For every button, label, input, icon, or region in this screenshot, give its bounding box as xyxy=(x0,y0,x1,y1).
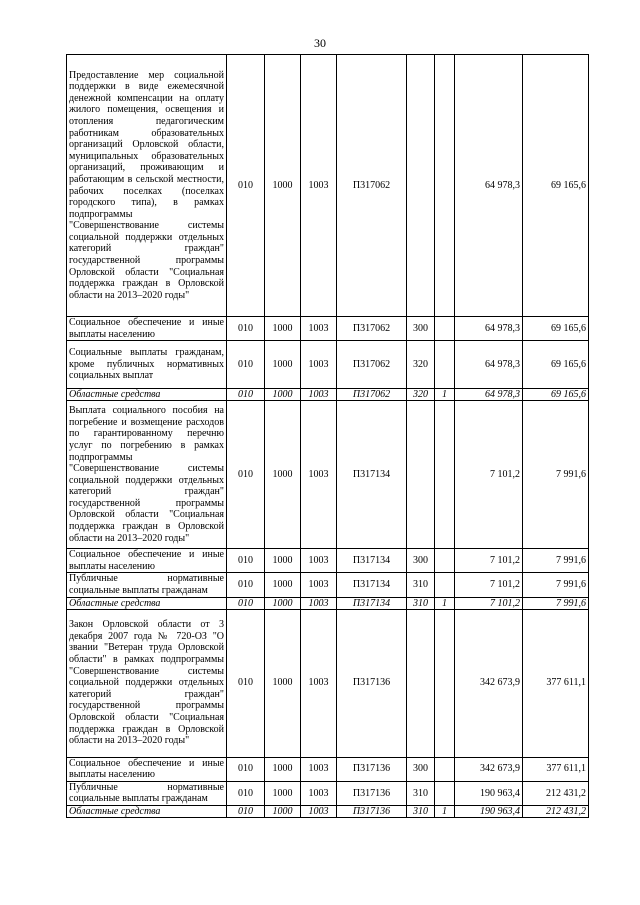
grbs-code: 010 xyxy=(227,389,265,401)
row-description: Областные средства xyxy=(67,805,227,817)
subsection-code: 1003 xyxy=(301,609,337,757)
row-description: Социальное обеспечение и иные выплаты населению xyxy=(67,317,227,341)
grbs-code: 010 xyxy=(227,805,265,817)
section-code: 1000 xyxy=(265,55,301,317)
subsection-code: 1003 xyxy=(301,317,337,341)
source-code xyxy=(435,341,455,389)
amount-1: 64 978,3 xyxy=(455,389,523,401)
subsection-code: 1003 xyxy=(301,389,337,401)
expense-type-code: 310 xyxy=(407,573,435,597)
target-code: П317134 xyxy=(337,401,407,549)
target-code: П317134 xyxy=(337,597,407,609)
amount-1: 64 978,3 xyxy=(455,317,523,341)
amount-1: 190 963,4 xyxy=(455,781,523,805)
amount-1: 7 101,2 xyxy=(455,549,523,573)
table-row xyxy=(67,805,589,817)
target-code: П317062 xyxy=(337,389,407,401)
grbs-code: 010 xyxy=(227,597,265,609)
row-description: Социальное обеспечение и иные выплаты населению xyxy=(67,757,227,781)
target-code: П317062 xyxy=(337,55,407,317)
expense-type-code xyxy=(407,55,435,317)
target-code: П317062 xyxy=(337,341,407,389)
grbs-code: 010 xyxy=(227,549,265,573)
source-code xyxy=(435,401,455,549)
source-code xyxy=(435,781,455,805)
table-row xyxy=(67,317,589,341)
amount-2: 69 165,6 xyxy=(523,55,589,317)
amount-1: 342 673,9 xyxy=(455,609,523,757)
target-code: П317134 xyxy=(337,549,407,573)
amount-2: 69 165,6 xyxy=(523,317,589,341)
table-row xyxy=(67,597,589,609)
row-description: Выплата социального пособия на погребение и возмещение расходов по гарантированному перечню услуг по погребению в рамках подпрограммы "Совершенствование системы социальной поддержки отдельных категорий граждан" государственной программы Орловской области "Социальная поддержка граждан в Орловской области на 2013–2020 годы" xyxy=(67,401,227,549)
target-code: П317136 xyxy=(337,609,407,757)
expense-type-code xyxy=(407,401,435,549)
section-code: 1000 xyxy=(265,341,301,389)
section-code: 1000 xyxy=(265,781,301,805)
section-code: 1000 xyxy=(265,401,301,549)
amount-1: 7 101,2 xyxy=(455,597,523,609)
target-code: П317136 xyxy=(337,805,407,817)
table-row xyxy=(67,341,589,389)
expense-type-code: 320 xyxy=(407,341,435,389)
expense-type-code: 310 xyxy=(407,597,435,609)
table-row xyxy=(67,573,589,597)
amount-1: 7 101,2 xyxy=(455,573,523,597)
target-code: П317062 xyxy=(337,317,407,341)
row-description: Социальное обеспечение и иные выплаты населению xyxy=(67,549,227,573)
grbs-code: 010 xyxy=(227,609,265,757)
target-code: П317134 xyxy=(337,573,407,597)
section-code: 1000 xyxy=(265,549,301,573)
row-description: Закон Орловской области от 3 декабря 2007 года № 720-ОЗ "О звании "Ветеран труда Орловской области" в рамках подпрограммы "Совершенствование системы социальной поддержки отдельных категорий граждан" государственной программы Орловской области "Социальная поддержка граждан в Орловской области на 2013–2020 годы" xyxy=(67,609,227,757)
amount-1: 7 101,2 xyxy=(455,401,523,549)
expense-type-code: 300 xyxy=(407,757,435,781)
subsection-code: 1003 xyxy=(301,401,337,549)
amount-2: 7 991,6 xyxy=(523,549,589,573)
grbs-code: 010 xyxy=(227,55,265,317)
table-row xyxy=(67,757,589,781)
source-code xyxy=(435,609,455,757)
section-code: 1000 xyxy=(265,389,301,401)
expense-type-code xyxy=(407,609,435,757)
grbs-code: 010 xyxy=(227,341,265,389)
expense-type-code: 320 xyxy=(407,389,435,401)
amount-2: 69 165,6 xyxy=(523,341,589,389)
table-row xyxy=(67,389,589,401)
source-code xyxy=(435,573,455,597)
section-code: 1000 xyxy=(265,597,301,609)
section-code: 1000 xyxy=(265,609,301,757)
budget-table xyxy=(66,54,589,818)
amount-1: 190 963,4 xyxy=(455,805,523,817)
subsection-code: 1003 xyxy=(301,549,337,573)
section-code: 1000 xyxy=(265,317,301,341)
row-description: Областные средства xyxy=(67,597,227,609)
amount-2: 377 611,1 xyxy=(523,609,589,757)
amount-2: 7 991,6 xyxy=(523,401,589,549)
row-description: Областные средства xyxy=(67,389,227,401)
expense-type-code: 300 xyxy=(407,317,435,341)
section-code: 1000 xyxy=(265,573,301,597)
grbs-code: 010 xyxy=(227,317,265,341)
expense-type-code: 300 xyxy=(407,549,435,573)
amount-2: 69 165,6 xyxy=(523,389,589,401)
source-code xyxy=(435,549,455,573)
subsection-code: 1003 xyxy=(301,55,337,317)
expense-type-code: 310 xyxy=(407,781,435,805)
grbs-code: 010 xyxy=(227,401,265,549)
amount-2: 212 431,2 xyxy=(523,805,589,817)
source-code: 1 xyxy=(435,597,455,609)
amount-2: 212 431,2 xyxy=(523,781,589,805)
amount-1: 64 978,3 xyxy=(455,55,523,317)
table-row xyxy=(67,609,589,757)
subsection-code: 1003 xyxy=(301,805,337,817)
subsection-code: 1003 xyxy=(301,781,337,805)
table-row xyxy=(67,55,589,317)
table-row xyxy=(67,549,589,573)
amount-2: 7 991,6 xyxy=(523,573,589,597)
subsection-code: 1003 xyxy=(301,757,337,781)
row-description: Публичные нормативные социальные выплаты гражданам xyxy=(67,781,227,805)
row-description: Социальные выплаты гражданам, кроме публичных нормативных социальных выплат xyxy=(67,341,227,389)
source-code: 1 xyxy=(435,805,455,817)
row-description: Публичные нормативные социальные выплаты гражданам xyxy=(67,573,227,597)
amount-2: 377 611,1 xyxy=(523,757,589,781)
expense-type-code: 310 xyxy=(407,805,435,817)
section-code: 1000 xyxy=(265,757,301,781)
subsection-code: 1003 xyxy=(301,573,337,597)
amount-1: 64 978,3 xyxy=(455,341,523,389)
grbs-code: 010 xyxy=(227,573,265,597)
row-description: Предоставление мер социальной поддержки в виде ежемесячной денежной компенсации на оплату жилого помещения, освещения и отопления педагогическим работникам образовательных организаций Орловской области, муниципальных образовательных организаций, проживающим и работающим в сельской местности, рабочих поселках (поселках городского типа), в рамках подпрограммы "Совершенствование системы социальной поддержки отдельных категорий граждан" государственной программы Орловской области "Социальная поддержка граждан в Орловской области на 2013–2020 годы" xyxy=(67,55,227,317)
table-row xyxy=(67,781,589,805)
source-code xyxy=(435,55,455,317)
grbs-code: 010 xyxy=(227,781,265,805)
amount-2: 7 991,6 xyxy=(523,597,589,609)
target-code: П317136 xyxy=(337,757,407,781)
subsection-code: 1003 xyxy=(301,341,337,389)
target-code: П317136 xyxy=(337,781,407,805)
page-number: 30 xyxy=(314,36,326,50)
section-code: 1000 xyxy=(265,805,301,817)
table-row xyxy=(67,401,589,549)
amount-1: 342 673,9 xyxy=(455,757,523,781)
source-code: 1 xyxy=(435,389,455,401)
source-code xyxy=(435,757,455,781)
source-code xyxy=(435,317,455,341)
subsection-code: 1003 xyxy=(301,597,337,609)
grbs-code: 010 xyxy=(227,757,265,781)
